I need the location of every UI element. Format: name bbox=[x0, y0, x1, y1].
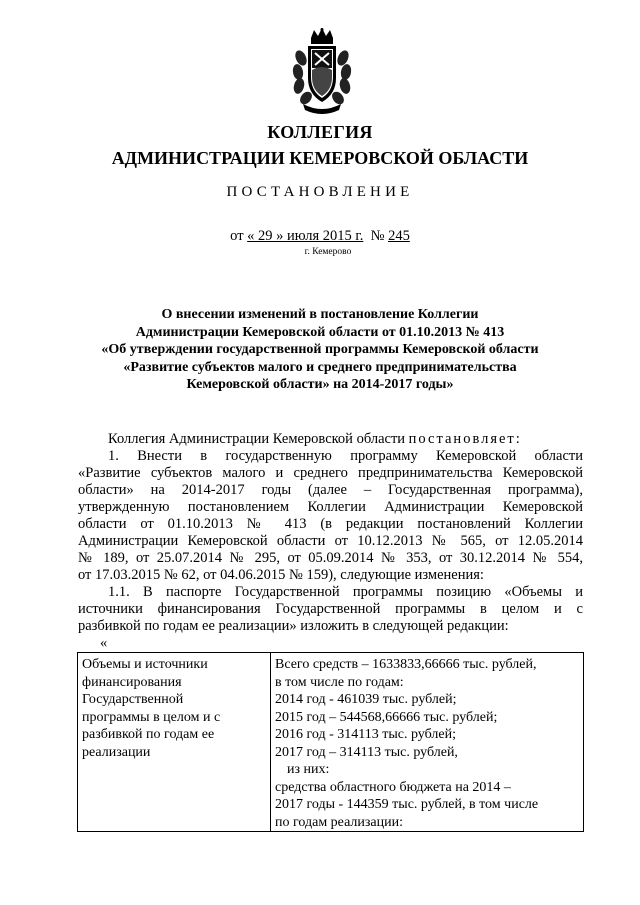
org-name-line2: АДМИНИСТРАЦИИ КЕМЕРОВСКОЙ ОБЛАСТИ bbox=[111, 148, 529, 168]
intro-paragraph bbox=[78, 431, 583, 448]
cell-line: из них: bbox=[287, 762, 330, 777]
number-sign: № bbox=[370, 228, 385, 244]
title-line: «Развитие субъектов малого и среднего предпринимательства bbox=[123, 359, 517, 375]
document-title bbox=[0, 306, 640, 394]
cell-line: 2015 год – 544568,66666 тыс. рублей; bbox=[275, 709, 498, 725]
title-line: О внесении изменений в постановление Коллегии bbox=[161, 307, 479, 322]
cell-line: разбивкой по годам ее bbox=[82, 727, 215, 742]
document-number: 245 bbox=[388, 228, 410, 244]
document-type: ПОСТАНОВЛЕНИЕ bbox=[226, 184, 414, 200]
cell-line: 2016 год - 314113 тыс. рублей; bbox=[275, 727, 456, 742]
cell-line: Объемы и источники bbox=[82, 657, 208, 672]
quote-open: « bbox=[100, 635, 108, 651]
paragraph-line: области» на 2014-2017 годы (далее – Государственная программа), bbox=[78, 482, 583, 498]
paragraph-line: области от 01.10.2013 № 413 (в редакции постановлений Коллегии bbox=[78, 516, 583, 532]
paragraph-line: от 17.03.2015 № 62, от 04.06.2015 № 159), следующие изменения: bbox=[78, 567, 484, 583]
cell-line: программы в целом и с bbox=[82, 709, 221, 725]
title-line: Кемеровской области» на 2014-2017 годы» bbox=[186, 377, 454, 392]
cell-line: средства областного бюджета на 2014 – bbox=[275, 779, 511, 795]
passport-table bbox=[77, 652, 584, 832]
paragraph-line: 1.1. В паспорте Государственной программы позицию «Объемы и bbox=[108, 584, 583, 600]
paragraph-line: утвержденную постановлением Коллегии Администрации Кемеровской bbox=[78, 499, 583, 515]
paragraph-line: Администрации Кемеровской области от 10.12.2013 № 565, от 12.05.2014 bbox=[78, 533, 583, 549]
cell-line: Всего средств – 1633833,66666 тыс. рублей, bbox=[275, 657, 537, 672]
paragraph-line: источники финансирования Государственной программы в целом и с bbox=[78, 601, 583, 617]
cell-line: 2014 год - 461039 тыс. рублей; bbox=[275, 692, 457, 707]
cell-line: реализации bbox=[82, 744, 151, 760]
cell-line: по годам реализации: bbox=[275, 814, 403, 830]
cell-line: Государственной bbox=[82, 692, 184, 707]
table-cell-value bbox=[271, 653, 584, 832]
date-day: « 29 » bbox=[247, 228, 284, 244]
paragraph-line: 1. Внести в государственную программу Кемеровской области bbox=[108, 448, 583, 464]
date-prefix: от bbox=[230, 228, 244, 244]
paragraph-line: разбивкой по годам ее реализации» изложить в следующей редакции: bbox=[78, 618, 509, 634]
table-row bbox=[78, 653, 584, 832]
paragraph-line: № 189, от 25.07.2014 № 295, от 05.09.2014 № 353, от 30.12.2014 № 554, bbox=[78, 550, 583, 566]
intro-decree-word: постановляет: bbox=[408, 431, 522, 447]
cell-line: 2017 годы - 144359 тыс. рублей, в том числе bbox=[275, 797, 539, 812]
paragraph-line: «Развитие субъектов малого и среднего предпринимательства Кемеровской bbox=[78, 465, 583, 481]
cell-line: финансирования bbox=[82, 674, 182, 690]
date-month-year: июля 2015 г. bbox=[287, 228, 364, 244]
date-line bbox=[0, 228, 640, 245]
document-body bbox=[78, 431, 583, 652]
title-line: «Об утверждении государственной программы Кемеровской области bbox=[101, 342, 539, 357]
coat-of-arms-icon bbox=[291, 28, 353, 116]
city-label: г. Кемерово bbox=[304, 247, 352, 257]
table-cell-label bbox=[78, 653, 271, 832]
org-name-line1: КОЛЛЕГИЯ bbox=[267, 122, 373, 142]
intro-text: Коллегия Администрации Кемеровской области bbox=[108, 431, 409, 447]
title-line: Администрации Кемеровской области от 01.10.2013 № 413 bbox=[135, 324, 505, 340]
cell-line: 2017 год – 314113 тыс. рублей, bbox=[275, 744, 458, 760]
cell-line: в том числе по годам: bbox=[275, 674, 404, 690]
